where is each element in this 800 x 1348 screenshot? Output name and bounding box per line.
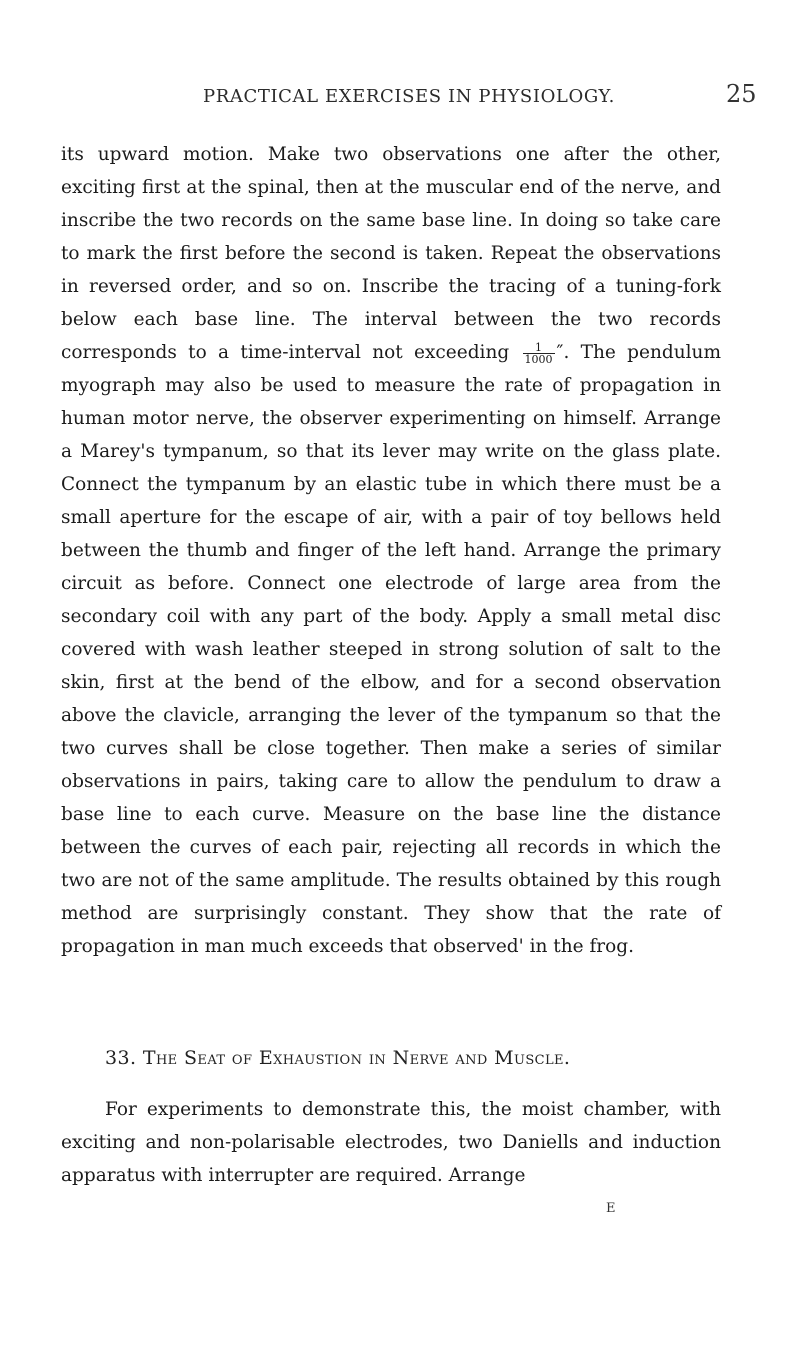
page-number: 25 [726, 80, 757, 108]
section-heading [105, 1047, 570, 1069]
paragraph [61, 138, 721, 963]
paragraph-text-end: The pendulum myograph may also be used to measure the rate of propagation in human motor nerve, the observer experimenting on himself. Arrange a Marey's tympanum, so that its lever may write on the glass plate. Connect the tympanum by an elastic tube in which there must be a small aperture for the escape of air, with a pair of toy bellows held between the thumb and finger of the left hand. Arrange the primary circuit as before. Connect one electrode of large area from the secondary coil with any part of the body. Apply a small metal disc covered with wash leather steeped in strong solution of salt to the skin, first at the bend of the elbow, and for a second observation above the clavicle, arranging the lever of the tympanum so that the two curves shall be close together. Then make a series of similar observations in pairs, taking care to allow the pendulum to draw a base line to each curve. Measure on the base line the distance between the curves of each pair, rejecting all records in which the two are not of the same amplitude. The results obtained by this rough method are surprisingly constant. They show that the rate of propagation in man much exceeds that observed' in the frog. [61, 342, 721, 957]
section-number: 33. [105, 1047, 137, 1069]
signature-mark: E [606, 1201, 616, 1216]
section-title: The Seat of Exhaustion in Nerve and Muscle. [142, 1047, 571, 1069]
time-fraction [523, 342, 555, 365]
section-text: For experiments to demonstrate this, the moist chamber, with exciting and non-polarisable electrodes, two Daniells and induction apparatus with interrupter are required. Arrange [61, 1099, 721, 1186]
fraction-unit: ″. [556, 342, 570, 363]
fraction-numerator: 1 [523, 342, 555, 354]
running-head [0, 80, 800, 116]
running-title: PRACTICAL EXERCISES IN PHYSIOLOGY. [203, 86, 615, 107]
fraction-denominator: 1000 [524, 352, 553, 366]
paragraph-text-start: its upward motion. Make two observations one after the other, exciting first at the spinal, then at the muscular end of the nerve, and inscribe the two records on the same base line. In doing so take care to mark the first before the second is taken. Repeat the observations in reversed order, and so on. Inscribe the tracing of a tuning-fork below each base line. The interval between the two records corresponds to a time-interval not exceeding [61, 144, 721, 363]
body-text [61, 138, 721, 963]
